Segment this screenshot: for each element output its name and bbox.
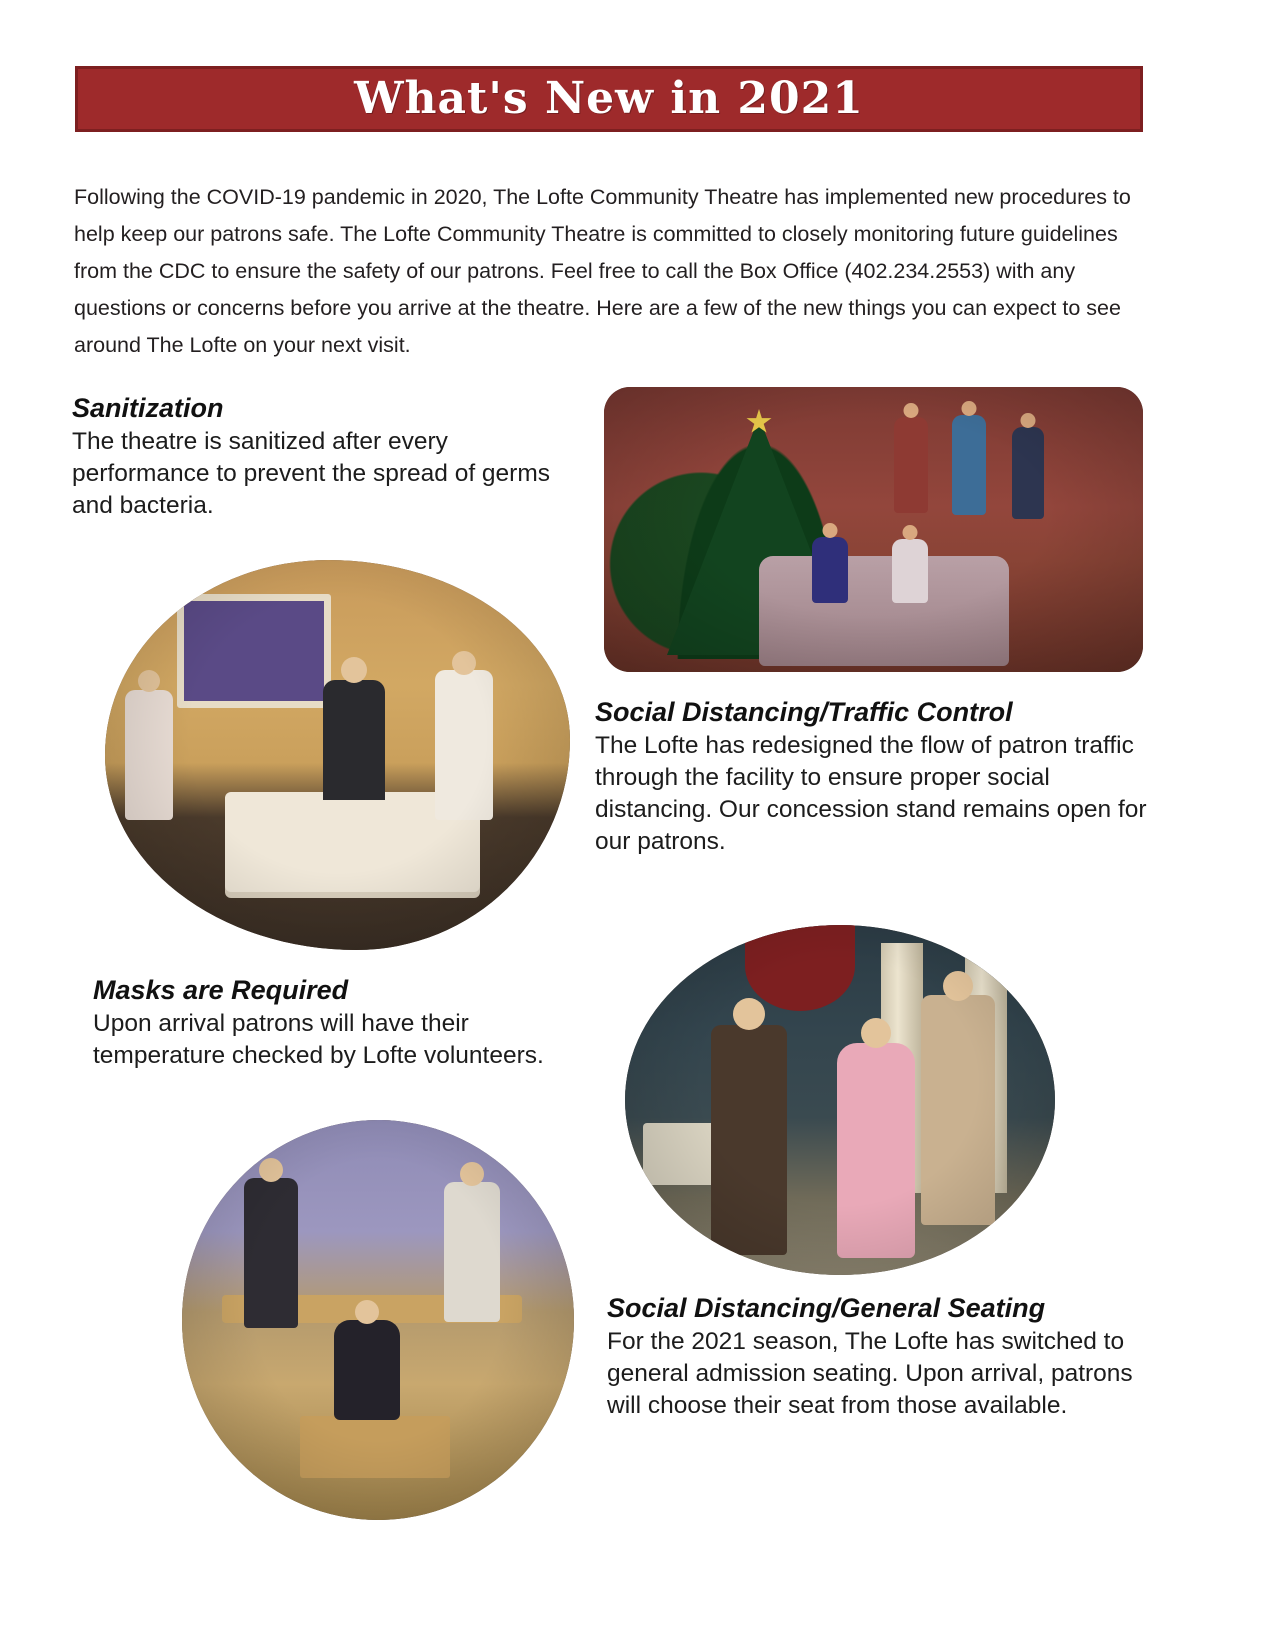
section-social-distancing-traffic-body: The Lofte has redesigned the flow of patron traffic through the facility to ensure proper social distancing. Our concession stand remains open for our patrons.	[595, 732, 1147, 856]
photo-office-scene-image	[105, 560, 570, 950]
section-sanitization	[72, 393, 577, 522]
wall-art-shape	[177, 594, 331, 708]
actor-figure	[921, 995, 995, 1225]
actor-figure	[837, 1043, 915, 1258]
actor-head	[259, 1158, 283, 1182]
section-general-seating-body: For the 2021 season, The Lofte has switched to general admission seating. Upon arrival, patrons will choose their seat from those available.	[607, 1328, 1133, 1420]
actor-head	[1021, 413, 1036, 428]
section-social-distancing-traffic-heading: Social Distancing/Traffic Control	[595, 697, 1013, 727]
section-general-seating	[607, 1293, 1152, 1422]
drape-shape	[745, 925, 855, 1011]
actor-figure	[892, 539, 928, 603]
photo-office-scene	[105, 560, 570, 950]
actor-figure	[812, 537, 848, 603]
section-masks-required-body: Upon arrival patrons will have their temperature checked by Lofte volunteers.	[93, 1010, 544, 1070]
actor-head	[962, 401, 977, 416]
page-title: What's New in 2021	[354, 73, 864, 124]
photo-outdoor-set-scene	[182, 1120, 574, 1520]
section-sanitization-heading: Sanitization	[72, 393, 224, 423]
intro-paragraph: Following the COVID-19 pandemic in 2020, The Lofte Community Theatre has implemented new procedures to help keep our patrons safe. The Lofte Community Theatre is committed to closely monitoring future guidelines from the CDC to ensure the safety of our patrons. Feel free to call the Box Office (402.234.2553) with any questions or concerns before you arrive at the theatre. Here are a few of the new things you can expect to see around The Lofte on your next visit.	[74, 184, 1131, 357]
actor-head	[903, 525, 918, 540]
sofa-shape	[759, 556, 1009, 666]
actor-head	[452, 651, 476, 675]
actor-figure	[1012, 427, 1044, 519]
actor-head	[861, 1018, 891, 1048]
section-masks-required-heading: Masks are Required	[93, 975, 349, 1005]
photo-christmas-living-room	[604, 387, 1143, 672]
section-social-distancing-traffic	[595, 697, 1155, 858]
actor-figure	[334, 1320, 400, 1420]
actor-head	[733, 998, 765, 1030]
section-sanitization-body: The theatre is sanitized after every performance to prevent the spread of germs and bacteria.	[72, 428, 551, 520]
actor-figure	[435, 670, 493, 820]
actor-head	[138, 670, 160, 692]
actor-head	[355, 1300, 379, 1324]
actor-figure	[952, 415, 986, 515]
photo-period-costume-scene	[625, 925, 1055, 1275]
actor-figure	[244, 1178, 298, 1328]
actor-figure	[444, 1182, 500, 1322]
photo-outdoor-set-scene-image	[182, 1120, 574, 1520]
actor-head	[341, 657, 367, 683]
section-masks-required	[93, 975, 573, 1072]
section-general-seating-heading: Social Distancing/General Seating	[607, 1293, 1046, 1323]
actor-head	[460, 1162, 484, 1186]
actor-figure	[323, 680, 385, 800]
photo-christmas-living-room-image	[604, 387, 1143, 672]
page-title-banner	[75, 66, 1143, 132]
actor-head	[943, 971, 973, 1001]
bench-shape	[300, 1416, 450, 1478]
actor-head	[823, 523, 838, 538]
actor-figure	[711, 1025, 787, 1255]
actor-figure	[894, 417, 928, 513]
actor-figure	[125, 690, 173, 820]
photo-period-costume-scene-image	[625, 925, 1055, 1275]
actor-head	[904, 403, 919, 418]
